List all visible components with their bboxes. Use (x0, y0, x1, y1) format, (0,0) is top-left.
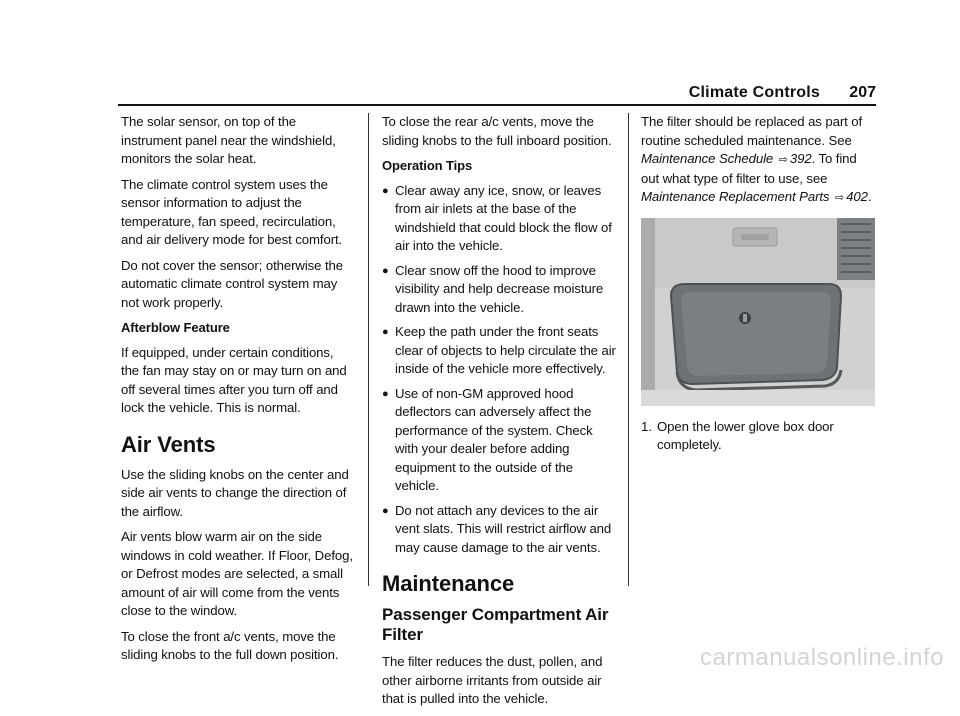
paragraph-sensor-info: The climate control system uses the sensor information to adjust the temperature, fan speed, recirculation, and air delivery mode for best comfort. (121, 176, 343, 247)
paragraph-warm-air: Air vents blow warm air on the side windows in cold weather. If Floor, Defog, or Defrost modes are selected, a small amount of air will come from the vents close to the window. (121, 529, 353, 618)
column-divider-2 (628, 113, 629, 586)
maintenance-heading: Maintenance (382, 571, 515, 596)
list-item: ● Do not attach any devices to the air vent slats. This will restrict airflow and may cause damage to the air vents. (382, 502, 612, 555)
tips-list (382, 182, 618, 558)
paragraph-cover-warning: Do not cover the sensor; otherwise the automatic climate control system may not work properly. (121, 257, 343, 310)
page-ref-392[interactable]: 392 (789, 151, 812, 166)
afterblow-heading: Afterblow Feature (121, 320, 230, 335)
page-header (118, 84, 876, 106)
step-text: Open the lower glove box door completely. (657, 418, 834, 452)
page-number: 207 (849, 84, 876, 101)
column-2 (382, 113, 618, 716)
bullet-icon: ● (382, 184, 389, 197)
bullet-icon: ● (382, 504, 389, 517)
watermark-text: carmanualsonline.info (700, 644, 944, 671)
step-1 (641, 418, 877, 455)
paragraph-solar-sensor: The solar sensor, on top of the instrument panel near the windshield, monitors the solar heat. (121, 114, 336, 166)
maintenance-schedule-link[interactable]: Maintenance Schedule (641, 151, 774, 166)
list-item: ● Clear away any ice, snow, or leaves from air inlets at the base of the windshield that could block the flow of air into the vehicle. (382, 182, 612, 253)
replacement-parts-link[interactable]: Maintenance Replacement Parts (641, 189, 830, 204)
list-item: ● Keep the path under the front seats clear of objects to help circulate the air inside of the vehicle more effectively. (382, 324, 616, 376)
column-1 (121, 113, 354, 672)
air-filter-heading: Passenger Compartment Air Filter (382, 605, 609, 644)
chapter-title: Climate Controls (688, 84, 820, 101)
page-ref-arrow-icon: ⇨ (835, 192, 845, 204)
list-item: ● Clear snow off the hood to improve visibility and help decrease moisture drawn into the vehicle. (382, 262, 604, 315)
bullet-icon: ● (382, 326, 389, 338)
list-item: ● Use of non-GM approved hood deflectors can adversely affect the performance of the system. Check with your dealer before adding equipment to the outside of the vehicle. (382, 385, 593, 493)
paragraph-rear-vents: To close the rear a/c vents, move the sliding knobs to the full inboard position. (382, 114, 612, 148)
page-ref-402[interactable]: 402 (846, 189, 868, 204)
column-divider-1 (368, 113, 369, 586)
operation-tips-heading: Operation Tips (382, 158, 473, 173)
bullet-icon: ● (382, 264, 389, 277)
header-rule (118, 104, 876, 106)
glove-box-photo (641, 218, 875, 406)
paragraph-front-vents: To close the front a/c vents, move the sliding knobs to the full down position. (121, 628, 339, 662)
bullet-icon: ● (382, 387, 389, 400)
paragraph-filter: The filter reduces the dust, pollen, and other airborne irritants from outside air that is pulled into the vehicle. (382, 654, 603, 706)
paragraph-filter-replacement: The filter should be replaced as part of routine scheduled maintenance. See Maintenance Schedule ⇨ 392. To find out what type of filter to use, see Maintenance Replacement Parts ⇨ 402. (641, 114, 872, 204)
paragraph-afterblow: If equipped, under certain conditions, the fan may stay on or may turn on and off several times after you turn off and lock the vehicle. This is normal. (121, 344, 347, 415)
page-ref-arrow-icon: ⇨ (778, 154, 788, 166)
column-3 (641, 113, 877, 455)
step-number: 1. (641, 418, 652, 434)
air-vents-heading: Air Vents (121, 431, 216, 457)
paragraph-sliding-knobs: Use the sliding knobs on the center and side air vents to change the direction of the airflow. (121, 466, 349, 519)
